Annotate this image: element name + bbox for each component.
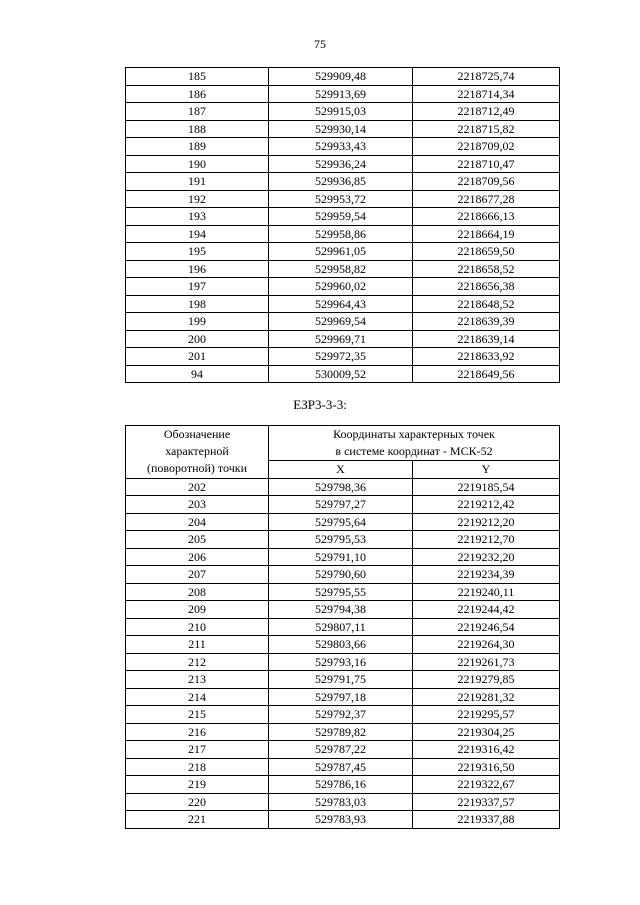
table-row (126, 478, 560, 496)
x-coordinate-cell: 529915,03 (269, 103, 413, 121)
y-coordinate-cell: 2218648,52 (413, 295, 560, 313)
point-number-cell: 193 (126, 208, 269, 226)
point-number-cell: 220 (126, 793, 269, 811)
table-row (126, 173, 560, 191)
table-row (126, 583, 560, 601)
y-coordinate-cell: 2219316,50 (413, 758, 560, 776)
x-coordinate-cell: 529913,69 (269, 85, 413, 103)
table-row (126, 566, 560, 584)
table-row (126, 330, 560, 348)
table-row (126, 138, 560, 156)
y-column-header: Y (413, 461, 560, 479)
y-coordinate-cell: 2218639,39 (413, 313, 560, 331)
y-coordinate-cell: 2218725,74 (413, 68, 560, 86)
x-coordinate-cell: 529789,82 (269, 723, 413, 741)
point-number-cell: 187 (126, 103, 269, 121)
point-number-cell: 201 (126, 348, 269, 366)
point-number-cell: 197 (126, 278, 269, 296)
x-coordinate-cell: 529791,75 (269, 671, 413, 689)
table-row (126, 793, 560, 811)
table-row (126, 706, 560, 724)
y-coordinate-cell: 2219295,57 (413, 706, 560, 724)
table-row (126, 548, 560, 566)
table-row (126, 618, 560, 636)
y-coordinate-cell: 2218714,34 (413, 85, 560, 103)
y-coordinate-cell: 2219244,42 (413, 601, 560, 619)
table-row (126, 723, 560, 741)
point-number-cell: 198 (126, 295, 269, 313)
point-number-cell: 186 (126, 85, 269, 103)
coordinates-table (125, 425, 560, 829)
table-row (126, 513, 560, 531)
x-coordinate-cell: 529803,66 (269, 636, 413, 654)
y-coordinate-cell: 2219337,88 (413, 811, 560, 829)
page-number: 75 (314, 37, 326, 51)
table-row (126, 295, 560, 313)
table-row (126, 811, 560, 829)
x-coordinate-cell: 529930,14 (269, 120, 413, 138)
coords-label-line: в системе координат - МСК-52 (335, 444, 493, 458)
x-column-header: X (269, 461, 413, 479)
x-coordinate-cell: 529798,36 (269, 478, 413, 496)
x-coordinate-cell: 529909,48 (269, 68, 413, 86)
point-label-line: характерной (165, 444, 229, 459)
point-number-cell: 216 (126, 723, 269, 741)
point-label-line: Обозначение (163, 427, 231, 442)
point-number-cell: 202 (126, 478, 269, 496)
point-label-header (126, 426, 269, 479)
y-coordinate-cell: 2218659,50 (413, 243, 560, 261)
point-number-cell: 94 (126, 365, 269, 383)
point-number-cell: 214 (126, 688, 269, 706)
y-coordinate-cell: 2218658,52 (413, 260, 560, 278)
point-number-cell: 191 (126, 173, 269, 191)
point-number-cell: 221 (126, 811, 269, 829)
point-number-cell: 196 (126, 260, 269, 278)
table-row (126, 243, 560, 261)
point-label-line: (поворотной) точки (147, 461, 247, 476)
x-coordinate-cell: 529807,11 (269, 618, 413, 636)
point-number-cell: 208 (126, 583, 269, 601)
table-row (126, 776, 560, 794)
point-number-cell: 211 (126, 636, 269, 654)
point-number-cell: 213 (126, 671, 269, 689)
x-coordinate-cell: 529936,24 (269, 155, 413, 173)
point-number-cell: 189 (126, 138, 269, 156)
point-number-cell: 210 (126, 618, 269, 636)
x-coordinate-cell: 529783,03 (269, 793, 413, 811)
y-coordinate-cell: 2218715,82 (413, 120, 560, 138)
table-row (126, 601, 560, 619)
table-row (126, 496, 560, 514)
table-row (126, 531, 560, 549)
y-coordinate-cell: 2219212,70 (413, 531, 560, 549)
point-number-cell: 195 (126, 243, 269, 261)
y-coordinate-cell: 2219316,42 (413, 741, 560, 759)
point-number-cell: 194 (126, 225, 269, 243)
y-coordinate-cell: 2218664,19 (413, 225, 560, 243)
table-row (126, 208, 560, 226)
y-coordinate-cell: 2219234,39 (413, 566, 560, 584)
coords-label-header (269, 426, 560, 461)
x-coordinate-cell: 529783,93 (269, 811, 413, 829)
point-number-cell: 209 (126, 601, 269, 619)
table-row (126, 103, 560, 121)
y-coordinate-cell: 2219212,42 (413, 496, 560, 514)
x-coordinate-cell: 529795,53 (269, 531, 413, 549)
x-coordinate-cell: 529787,45 (269, 758, 413, 776)
y-coordinate-cell: 2218639,14 (413, 330, 560, 348)
y-coordinate-cell: 2219322,67 (413, 776, 560, 794)
table-row (126, 313, 560, 331)
y-coordinate-cell: 2218649,56 (413, 365, 560, 383)
x-coordinate-cell: 530009,52 (269, 365, 413, 383)
table-row (126, 278, 560, 296)
point-number-cell: 206 (126, 548, 269, 566)
table-row (126, 671, 560, 689)
table-row (126, 85, 560, 103)
x-coordinate-cell: 529787,22 (269, 741, 413, 759)
y-coordinate-cell: 2219240,11 (413, 583, 560, 601)
table-row (126, 120, 560, 138)
table-header (126, 426, 560, 479)
y-coordinate-cell: 2219264,30 (413, 636, 560, 654)
point-number-cell: 185 (126, 68, 269, 86)
y-coordinate-cell: 2218633,92 (413, 348, 560, 366)
table-row (126, 155, 560, 173)
x-coordinate-cell: 529958,82 (269, 260, 413, 278)
coordinates-table-body (126, 478, 560, 828)
y-coordinate-cell: 2219304,25 (413, 723, 560, 741)
point-number-cell: 200 (126, 330, 269, 348)
table-row (126, 68, 560, 86)
table-row (126, 190, 560, 208)
point-number-cell: 205 (126, 531, 269, 549)
y-coordinate-cell: 2218709,56 (413, 173, 560, 191)
x-coordinate-cell: 529791,10 (269, 548, 413, 566)
table-row (126, 653, 560, 671)
x-coordinate-cell: 529795,55 (269, 583, 413, 601)
x-coordinate-cell: 529790,60 (269, 566, 413, 584)
table-row (126, 348, 560, 366)
x-coordinate-cell: 529960,02 (269, 278, 413, 296)
y-coordinate-cell: 2219185,54 (413, 478, 560, 496)
x-coordinate-cell: 529795,64 (269, 513, 413, 531)
coords-label-line: Координаты характерных точек (333, 427, 495, 441)
y-coordinate-cell: 2218677,28 (413, 190, 560, 208)
y-coordinate-cell: 2219281,32 (413, 688, 560, 706)
x-coordinate-cell: 529936,85 (269, 173, 413, 191)
point-number-cell: 215 (126, 706, 269, 724)
point-number-cell: 217 (126, 741, 269, 759)
y-coordinate-cell: 2219212,20 (413, 513, 560, 531)
table-row (126, 688, 560, 706)
point-number-cell: 199 (126, 313, 269, 331)
coordinates-table-continued (125, 67, 560, 383)
point-number-cell: 192 (126, 190, 269, 208)
x-coordinate-cell: 529792,37 (269, 706, 413, 724)
y-coordinate-cell: 2219232,20 (413, 548, 560, 566)
table-row (126, 636, 560, 654)
y-coordinate-cell: 2219337,57 (413, 793, 560, 811)
x-coordinate-cell: 529961,05 (269, 243, 413, 261)
table-row (126, 365, 560, 383)
x-coordinate-cell: 529969,54 (269, 313, 413, 331)
y-coordinate-cell: 2219279,85 (413, 671, 560, 689)
point-number-cell: 218 (126, 758, 269, 776)
y-coordinate-cell: 2218656,38 (413, 278, 560, 296)
point-number-cell: 203 (126, 496, 269, 514)
point-number-cell: 212 (126, 653, 269, 671)
y-coordinate-cell: 2218710,47 (413, 155, 560, 173)
x-coordinate-cell: 529969,71 (269, 330, 413, 348)
x-coordinate-cell: 529964,43 (269, 295, 413, 313)
x-coordinate-cell: 529953,72 (269, 190, 413, 208)
y-coordinate-cell: 2218712,49 (413, 103, 560, 121)
point-number-cell: 219 (126, 776, 269, 794)
table-row (126, 758, 560, 776)
x-coordinate-cell: 529797,27 (269, 496, 413, 514)
x-coordinate-cell: 529972,35 (269, 348, 413, 366)
point-number-cell: 188 (126, 120, 269, 138)
y-coordinate-cell: 2219246,54 (413, 618, 560, 636)
x-coordinate-cell: 529794,38 (269, 601, 413, 619)
section-title: ЕЗР3-3-3: (293, 397, 347, 412)
x-coordinate-cell: 529797,18 (269, 688, 413, 706)
point-number-cell: 207 (126, 566, 269, 584)
coordinates-table-body (126, 68, 560, 383)
x-coordinate-cell: 529958,86 (269, 225, 413, 243)
y-coordinate-cell: 2218666,13 (413, 208, 560, 226)
x-coordinate-cell: 529933,43 (269, 138, 413, 156)
point-number-cell: 204 (126, 513, 269, 531)
table-row (126, 225, 560, 243)
x-coordinate-cell: 529786,16 (269, 776, 413, 794)
y-coordinate-cell: 2219261,73 (413, 653, 560, 671)
y-coordinate-cell: 2218709,02 (413, 138, 560, 156)
x-coordinate-cell: 529793,16 (269, 653, 413, 671)
table-row (126, 260, 560, 278)
x-coordinate-cell: 529959,54 (269, 208, 413, 226)
table-row (126, 741, 560, 759)
point-number-cell: 190 (126, 155, 269, 173)
